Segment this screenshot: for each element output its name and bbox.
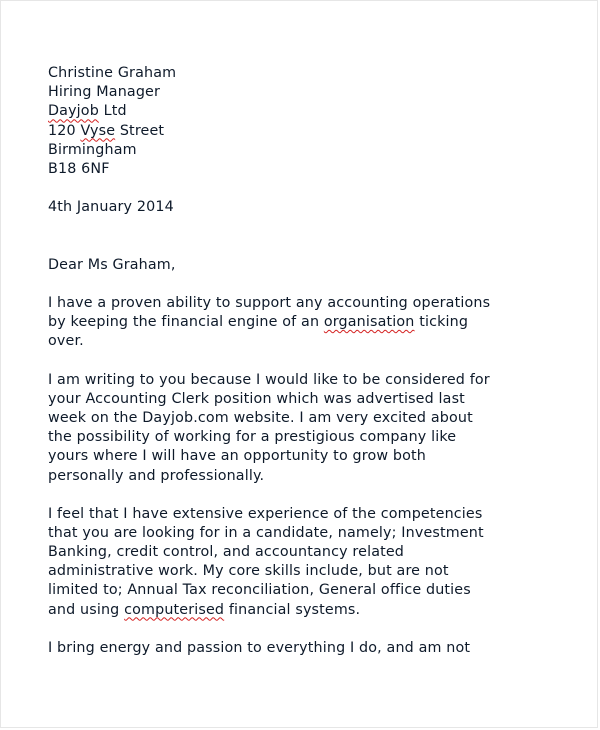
paragraph-3 (48, 505, 568, 620)
recipient-company (48, 102, 568, 121)
paragraph-line: week on the Dayjob.com website. I am very excited about (48, 409, 473, 426)
recipient-city: Birmingham (48, 141, 137, 158)
paragraph-line: yours where I will have an opportunity to grow both (48, 448, 426, 465)
paragraph-line: personally and professionally. (48, 467, 265, 484)
recipient-title: Hiring Manager (48, 84, 161, 101)
paragraph-line (48, 313, 568, 332)
paragraph-line: your Accounting Clerk position which was advertised last (48, 390, 465, 407)
date-text: 4th January 2014 (48, 199, 174, 216)
salutation (48, 256, 568, 275)
letter-date (48, 198, 568, 217)
paragraph-line: that you are looking for in a candidate, namely; Investment (48, 524, 484, 541)
paragraph-line: the possibility of working for a prestigious company like (48, 429, 457, 446)
spellcheck-word: Dayjob (48, 103, 99, 120)
paragraph-line: administrative work. My core skills include, but are not (48, 563, 449, 580)
text-segment: financial systems. (224, 601, 361, 618)
paragraph-line: I am writing to you because I would like to be considered for (48, 371, 490, 388)
recipient-street (48, 122, 568, 141)
recipient-postcode: B18 6NF (48, 160, 110, 177)
recipient-address (48, 64, 568, 179)
paragraph-line (48, 601, 568, 620)
company-suffix: Ltd (98, 103, 127, 120)
spellcheck-word: computerised (124, 601, 225, 618)
paragraph-line: I bring energy and passion to everything I do, and am not (48, 639, 471, 656)
paragraph-line: I have a proven ability to support any accounting operations (48, 295, 491, 311)
paragraph-line: Banking, credit control, and accountancy related (48, 544, 405, 561)
salutation-text: Dear Ms Graham, (48, 256, 176, 273)
paragraph-line: I feel that I have extensive experience of the competencies (48, 505, 483, 522)
text-segment: ticking (414, 314, 469, 331)
paragraph-2 (48, 371, 568, 486)
text-segment: and using (48, 601, 125, 618)
paragraph-line: limited to; Annual Tax reconciliation, General office duties (48, 582, 471, 599)
paragraph-line: over. (48, 333, 84, 350)
spellcheck-word: organisation (323, 314, 415, 331)
recipient-name: Christine Graham (48, 65, 177, 81)
paragraph-1 (48, 294, 568, 352)
street-suffix: Street (115, 122, 165, 139)
spellcheck-word: Vyse (80, 122, 116, 139)
cover-letter (48, 64, 568, 658)
paragraph-4 (48, 639, 568, 658)
text-segment: by keeping the financial engine of an (48, 314, 324, 331)
street-number: 120 (48, 122, 81, 139)
